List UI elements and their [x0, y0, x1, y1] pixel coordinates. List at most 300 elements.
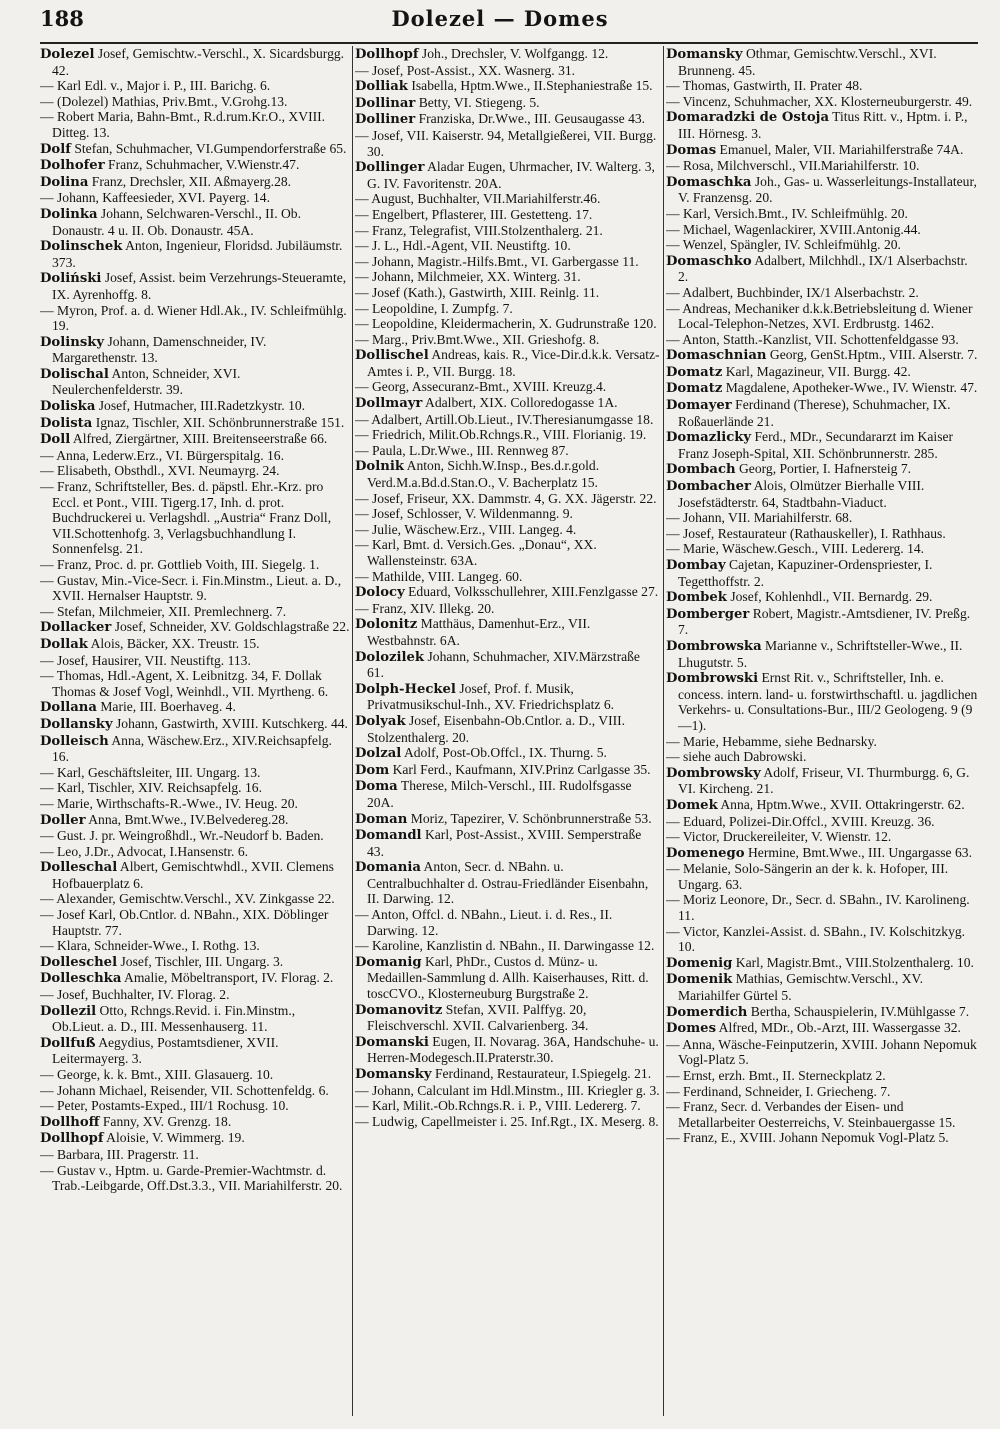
entry-surname: Domanovitz — [355, 1002, 443, 1018]
entry-surname: Domenik — [666, 972, 733, 988]
entry-details: Matthäus, Damenhut-Erz., VII. Westbahnstr. 6A. — [367, 616, 591, 648]
directory-entry — [666, 158, 978, 174]
directory-entry — [666, 1084, 978, 1100]
directory-entry — [40, 303, 350, 334]
entry-details: Alois, Olmützer Bierhalle VIII. Josefstädterstr. 64, Stadtbahn-Viaduct. — [678, 478, 925, 510]
entry-details: Johann, Selchwaren-Verschl., II. Ob. Donaustr. 4 u. II. Ob. Donaustr. 45A. — [52, 205, 301, 238]
entry-details: — Anna, Wäsche-Feinputzerin, XVIII. Johann Nepomuk Vogl-Platz 5. — [666, 1036, 977, 1068]
column-left — [40, 46, 350, 1426]
directory-entry — [40, 431, 350, 448]
entry-details: — Leopoldine, Kleidermacherin, X. Gudrunstraße 120. — [355, 316, 657, 332]
entry-details: Josef, Gemischtw.-Verschl., X. Sicardsburgg. 42. — [52, 46, 345, 78]
directory-entry — [40, 78, 350, 94]
entry-details: — Stefan, Milchmeier, XII. Premlechnerg. 7. — [40, 603, 287, 619]
directory-entry — [666, 670, 978, 733]
directory-entry — [355, 128, 660, 159]
directory-entry — [40, 619, 350, 636]
directory-entry — [40, 238, 350, 270]
entry-details: — Marg., Priv.Bmt.Wwe., XII. Grieshofg. 8. — [355, 331, 600, 347]
entry-surname: Dolleschka — [40, 971, 122, 987]
entry-details: — siehe auch Dabrowski. — [666, 749, 807, 765]
entry-surname: Dollfuß — [40, 1035, 96, 1051]
entry-surname: Dollana — [40, 700, 97, 716]
directory-entry — [40, 94, 350, 110]
entry-details: Adolf, Friseur, VI. Thurmburgg. 6, G. VI. Kircheng. 21. — [678, 764, 970, 797]
entry-details: Anna, Bmt.Wwe., IV.Belvedereg.28. — [85, 811, 289, 827]
entry-details: Emanuel, Maler, VII. Mariahilferstraße 74A. — [716, 141, 964, 157]
entry-surname: Dolhofer — [40, 158, 105, 174]
entry-surname: Dombrowska — [666, 638, 762, 654]
directory-entry — [40, 366, 350, 398]
directory-entry — [666, 285, 978, 301]
entry-details: — Franz, Secr. d. Verbandes der Eisen- und Metallarbeiter Oesterreichs, V. Steinbauergasse 15. — [666, 1099, 956, 1130]
entry-details: — Mathilde, VIII. Langeg. 60. — [355, 568, 523, 584]
directory-entry — [666, 861, 978, 892]
entry-details: Josef, Assist. beim Verzehrungs-Steueramte, IX. Ayrenhoffg. 8. — [52, 270, 347, 302]
entry-details: Therese, Milch-Verschl., III. Rudolfsgasse 20A. — [367, 778, 632, 810]
directory-entry — [355, 601, 660, 617]
entry-details: — Barbara, III. Pragerstr. 11. — [40, 1146, 199, 1162]
directory-entry — [666, 364, 978, 381]
entry-surname: Domanig — [355, 954, 422, 970]
entry-details: — Julie, Wäschew.Erz., VIII. Langeg. 4. — [355, 521, 577, 537]
directory-entry — [40, 1114, 350, 1131]
entry-surname: Dollacker — [40, 620, 112, 636]
entry-details: Otto, Rchngs.Revid. i. Fin.Minstm., Ob.Lieut. a. D., III. Messenhauserg. 11. — [52, 1002, 296, 1035]
entry-details: — Josef, Hausirer, VII. Neustiftg. 113. — [40, 652, 251, 668]
entry-details: Hermine, Bmt.Wwe., III. Ungargasse 63. — [744, 844, 972, 860]
entry-surname: Dollhopf — [40, 1131, 104, 1147]
entry-surname: Dolocy — [355, 585, 405, 601]
entry-details: Titus Ritt. v., Hptm. i. P., III. Hörnesg. 3. — [678, 109, 968, 141]
directory-entry — [666, 94, 978, 110]
entry-details: — (Dolezel) Mathias, Priv.Bmt., V.Grohg.13. — [40, 93, 288, 109]
directory-entry — [666, 1099, 978, 1130]
entry-details: — Anton, Statth.-Kanzlist, VII. Schottenfeldgasse 93. — [666, 331, 959, 347]
entry-surname: Dolnik — [355, 459, 404, 475]
entry-details: — Victor, Kanzlei-Assist. d. SBahn., IV. Kolschitzkyg. 10. — [666, 923, 966, 955]
directory-entry — [666, 1068, 978, 1084]
directory-entry — [40, 1035, 350, 1067]
entry-surname: Domek — [666, 797, 718, 813]
entry-details: Betty, VI. Stiegeng. 5. — [415, 94, 540, 110]
directory-entry — [355, 412, 660, 428]
page-number: 188 — [40, 6, 84, 31]
entry-details: Josef, Kohlenhdl., VII. Bernardg. 29. — [726, 589, 933, 605]
directory-entry — [666, 174, 978, 206]
directory-entry — [355, 254, 660, 270]
entry-surname: Domas — [666, 142, 717, 158]
entry-surname: Domaschko — [666, 253, 752, 269]
entry-surname: Dolleschal — [40, 860, 118, 876]
directory-entry — [40, 828, 350, 844]
directory-entry — [666, 971, 978, 1003]
entry-details: — Johann, Milchmeier, XX. Winterg. 31. — [355, 269, 581, 285]
entry-details: — Rosa, Milchverschl., VII.Mariahilferstr. 10. — [666, 158, 920, 174]
directory-entry — [40, 190, 350, 206]
entry-details: — Josef, Restaurateur (Rathauskeller), I. Rathhaus. — [666, 525, 946, 541]
entry-details: Fanny, XV. Grenzg. 18. — [99, 1113, 232, 1129]
entry-surname: Dollhoff — [40, 1114, 100, 1130]
directory-entry — [355, 159, 660, 191]
entry-details: — Ernst, erzh. Bmt., II. Sterneckplatz 2. — [666, 1068, 886, 1083]
entry-surname: Dolf — [40, 141, 71, 157]
directory-entry — [666, 765, 978, 797]
directory-entry — [40, 796, 350, 812]
directory-entry — [666, 955, 978, 972]
directory-entry — [40, 557, 350, 573]
entry-details: Josef, Prof. f. Musik, Privatmusikschul-Inh., XV. Friedrichsplatz 6. — [367, 680, 615, 713]
entry-surname: Domaschnian — [666, 348, 767, 364]
entry-details: Josef, Tischler, III. Ungarg. 3. — [117, 953, 284, 969]
directory-entry — [666, 46, 978, 78]
entry-details: — Karl, Milit.-Ob.Rchngs.R. i. P., VIII. Ledererg. 7. — [355, 1098, 641, 1114]
entry-surname: Doll — [40, 432, 71, 448]
entry-surname: Dolinschek — [40, 239, 123, 255]
directory-entry — [40, 448, 350, 464]
entry-details: Magdalene, Apotheker-Wwe., IV. Wienstr. 47. — [722, 380, 978, 396]
entry-surname: Dolista — [40, 415, 93, 431]
entry-surname: Dombek — [666, 590, 727, 606]
entry-surname: Dolonitz — [355, 617, 418, 633]
entry-surname: Dolezel — [40, 47, 95, 62]
directory-entry — [355, 207, 660, 223]
entry-details: Joh., Drechsler, V. Wolfgangg. 12. — [418, 46, 609, 61]
directory-entry — [666, 478, 978, 510]
directory-entry — [355, 954, 660, 1002]
entry-details: — Franz, Schriftsteller, Bes. d. päpstl. Ehr.-Krz. pro Eccl. et Pont., VIII. Tigerg.17, Inh. d. prot. Buchdruckerei u. Verlagshdl. „Austria“ Franz Doll, VII.Schottenhofg. 3, Verlagsbuchhandlung I. Sonnenfelsg. 21. — [40, 479, 332, 557]
entry-details: — Josef, VII. Kaiserstr. 94, Metallgießerei, VII. Burgg. 30. — [355, 127, 657, 159]
directory-entry — [40, 938, 350, 954]
directory-entry — [40, 1003, 350, 1035]
directory-entry — [40, 891, 350, 907]
entry-details: Georg, Portier, I. Hafnersteig 7. — [735, 461, 912, 477]
directory-entry — [355, 379, 660, 395]
directory-entry — [355, 649, 660, 681]
entry-details: Aloisie, V. Wimmerg. 19. — [103, 1130, 245, 1146]
directory-entry — [355, 938, 660, 954]
directory-entry — [666, 606, 978, 638]
entry-surname: Dolliner — [355, 112, 416, 128]
directory-entry — [40, 206, 350, 238]
entry-details: Karl, Post-Assist., XVIII. Semperstraße 43. — [367, 827, 642, 859]
entry-surname: Domanski — [355, 1034, 429, 1050]
directory-entry — [666, 347, 978, 364]
entry-details: Stefan, XVII. Palffyg. 20, Fleischverschl. XVII. Calvarienberg. 34. — [367, 1001, 589, 1034]
entry-details: Bertha, Schauspielerin, IV.Mühlgasse 7. — [747, 1003, 970, 1019]
directory-entry — [40, 415, 350, 432]
entry-surname: Dollmayr — [355, 396, 423, 412]
entry-details: — Myron, Prof. a. d. Wiener Hdl.Ak., IV. Schleifmühlg. 19. — [40, 302, 347, 334]
entry-surname: Doliska — [40, 399, 96, 415]
entry-surname: Doma — [355, 779, 398, 795]
entry-details: Marianne v., Schriftsteller-Wwe., II. Lhugutstr. 5. — [678, 637, 963, 670]
entry-details: — Peter, Postamts-Exped., III/1 Rochusg. 10. — [40, 1098, 289, 1114]
directory-entry — [355, 1114, 660, 1130]
entry-surname: Dombay — [666, 558, 726, 573]
entry-surname: Doliński — [40, 271, 102, 287]
entry-details: — Karl, Versich.Bmt., IV. Schleifmühlg. 20. — [666, 205, 908, 221]
entry-details: — Ludwig, Capellmeister i. 25. Inf.Rgt., IX. Meserg. 8. — [355, 1113, 659, 1129]
entry-details: Eduard, Volksschullehrer, XIII.Fenzlgasse 27. — [404, 584, 659, 600]
directory-entry — [40, 859, 350, 891]
entry-surname: Dolph-Heckel — [355, 681, 456, 697]
entry-details: Andreas, kais. R., Vice-Dir.d.k.k. Versatz-Amtes i. P., VII. Burgg. 18. — [367, 347, 660, 379]
entry-surname: Dolina — [40, 174, 89, 190]
directory-entry — [355, 713, 660, 745]
entry-details: Franz, Schuhmacher, V.Wienstr.47. — [104, 157, 300, 173]
entry-details: — Johann Michael, Reisender, VII. Schottenfeldg. 6. — [40, 1082, 329, 1098]
entry-surname: Domes — [666, 1021, 717, 1037]
directory-entry — [666, 892, 978, 923]
directory-entry — [666, 589, 978, 606]
entry-surname: Domaschka — [666, 174, 752, 190]
directory-entry — [666, 109, 978, 141]
entry-details: — Josef Karl, Ob.Cntlor. d. NBahn., XIX. Döblinger Hauptstr. 77. — [40, 907, 329, 938]
directory-entry — [40, 463, 350, 479]
running-title: Dolezel — Domes — [391, 6, 609, 31]
entry-details: Albert, Gemischtwhdl., XVII. Clemens Hofbauerplatz 6. — [52, 859, 334, 891]
entry-details: Anna, Hptm.Wwe., XVII. Ottakringerstr. 62. — [717, 796, 965, 812]
entry-details: Joh., Gas- u. Wasserleitungs-Installateur, V. Franzensg. 20. — [678, 173, 977, 206]
entry-details: Alfred, MDr., Ob.-Arzt, III. Wassergasse 32. — [716, 1020, 961, 1036]
directory-entry — [666, 253, 978, 285]
directory-entry — [40, 174, 350, 191]
entry-surname: Dollak — [40, 636, 88, 652]
directory-entry — [40, 954, 350, 971]
directory-entry — [666, 734, 978, 750]
directory-entry — [355, 223, 660, 239]
entry-surname: Domania — [355, 860, 421, 876]
directory-entry — [355, 301, 660, 317]
directory-entry — [40, 844, 350, 860]
directory-entry — [355, 907, 660, 938]
directory-entry — [666, 797, 978, 814]
directory-entry — [40, 46, 350, 78]
entry-details: — Marie, Wirthschafts-R.-Wwe., IV. Heug. 20. — [40, 795, 298, 811]
entry-details: — Leo, J.Dr., Advocat, I.Hansenstr. 6. — [40, 843, 249, 859]
entry-surname: Dolleschel — [40, 954, 118, 970]
entry-details: — Josef, Friseur, XX. Dammstr. 4, G. XX. Jägerstr. 22. — [355, 490, 657, 506]
entry-details: — Engelbert, Pflasterer, III. Gestetteng. 17. — [355, 206, 593, 222]
entry-details: — Johann, Kaffeesieder, XVI. Payerg. 14. — [40, 190, 270, 206]
entry-details: — Thomas, Hdl.-Agent, X. Leibnitzg. 34, F. Dollak Thomas & Josef Vogl, Weinhdl., VII. Myrtheng. 6. — [40, 668, 329, 699]
directory-entry — [40, 636, 350, 653]
entry-details: Stefan, Schuhmacher, VI.Gumpendorferstraße 65. — [70, 140, 347, 156]
entry-details: Othmar, Gemischtw.Verschl., XVI. Brunneng. 45. — [678, 46, 937, 78]
directory-entry — [666, 1130, 978, 1146]
entry-details: Mathias, Gemischtw.Verschl., XV. Mariahilfer Gürtel 5. — [678, 971, 923, 1004]
directory-entry — [355, 443, 660, 459]
entry-details: Franz, Drechsler, XII. Aßmayerg.28. — [88, 173, 292, 189]
directory-entry — [666, 380, 978, 397]
entry-details: Franziska, Dr.Wwe., III. Geusaugasse 43. — [415, 111, 646, 127]
directory-entry — [666, 557, 978, 589]
directory-entry — [355, 458, 660, 490]
directory-entry — [666, 429, 978, 461]
entry-details: Eugen, II. Novarag. 36A, Handschuhe- u. Herren-Modegesch.II.Praterstr.30. — [367, 1033, 659, 1066]
entry-details: — George, k. k. Bmt., XIII. Glasauerg. 10. — [40, 1067, 274, 1082]
entry-surname: Domansky — [666, 47, 743, 62]
directory-entry — [666, 1004, 978, 1021]
entry-surname: Dollinar — [355, 95, 416, 111]
directory-entry — [666, 1020, 978, 1037]
directory-entry — [355, 491, 660, 507]
directory-entry — [666, 749, 978, 765]
directory-entry — [40, 716, 350, 733]
entry-details: — Johann, VII. Mariahilferstr. 68. — [666, 510, 853, 526]
entry-details: Ferdinand, Restaurateur, I.Spiegelg. 21. — [431, 1066, 652, 1081]
entry-details: — Gustav, Min.-Vice-Secr. i. Fin.Minstm., Lieut. a. D., XVII. Hernalser Hauptstr. 9. — [40, 572, 342, 604]
directory-entry — [40, 1163, 350, 1194]
directory-entry — [355, 63, 660, 79]
entry-details: Anton, Secr. d. NBahn. u. Centralbuchhalter d. Ostrau-Friedländer Eisenbahn, II. Darwing. 12. — [367, 859, 649, 907]
entry-details: — Josef (Kath.), Gastwirth, XIII. Reinlg. 11. — [355, 284, 600, 300]
directory-entry — [666, 397, 978, 429]
entry-details: — Adalbert, Buchbinder, IX/1 Alserbachstr. 2. — [666, 284, 919, 300]
entry-surname: Dom — [355, 762, 390, 778]
directory-entry — [40, 970, 350, 987]
directory-entry — [40, 573, 350, 604]
entry-details: Isabella, Hptm.Wwe., II.Stephaniestraße 15. — [407, 78, 653, 94]
directory-entry — [355, 1098, 660, 1114]
entry-details: — Melanie, Solo-Sängerin an der k. k. Hofoper, III. Ungarg. 63. — [666, 861, 949, 892]
entry-surname: Dollansky — [40, 716, 113, 732]
entry-details: — Josef, Post-Assist., XX. Wasnerg. 31. — [355, 62, 576, 78]
directory-entry — [40, 653, 350, 669]
entry-details: — Josef, Schlosser, V. Wildenmanng. 9. — [355, 506, 573, 522]
entry-surname: Dollezil — [40, 1003, 97, 1019]
directory-entry — [355, 616, 660, 648]
entry-details: — Leopoldine, I. Zumpfg. 7. — [355, 300, 513, 316]
entry-details: — Johann, Calculant im Hdl.Minstm., III. Kriegler g. 3. — [355, 1082, 660, 1098]
entry-details: Ernst Rit. v., Schriftsteller, Inh. e. concess. intern. land- u. forstwirthschaftl. u. jagdlichen Verkehrs- u. Consultations-Bur., III/2 Geologeng. 9 (9—1). — [678, 670, 978, 733]
entry-surname: Dolinsky — [40, 334, 105, 350]
directory-entry — [40, 765, 350, 781]
column-divider — [663, 46, 664, 1416]
entry-details: Amalie, Möbeltransport, IV. Florag. 2. — [121, 970, 334, 986]
entry-details: — Paula, L.Dr.Wwe., III. Rennweg 87. — [355, 442, 569, 458]
entry-details: — Marie, Hebamme, siehe Bednarsky. — [666, 733, 877, 749]
directory-entry — [355, 111, 660, 128]
entry-details: Adalbert, XIX. Colloredogasse 1A. — [422, 395, 618, 411]
entry-details: — Robert Maria, Bahn-Bmt., R.d.rum.Kr.O., XVIII. Ditteg. 13. — [40, 109, 326, 140]
directory-entry — [355, 332, 660, 348]
directory-entry — [666, 301, 978, 332]
directory-entry — [355, 191, 660, 207]
entry-details: Georg, GenSt.Hptm., VIII. Alserstr. 7. — [766, 347, 978, 363]
entry-surname: Domansky — [355, 1067, 432, 1082]
entry-details: Anton, Sichh.W.Insp., Bes.d.r.gold. Verd.M.a.Bd.d.Stan.O., V. Bacherplatz 15. — [367, 458, 600, 491]
entry-surname: Dolozilek — [355, 649, 425, 665]
directory-entry — [355, 827, 660, 859]
entry-surname: Dombrowsky — [666, 765, 761, 781]
entry-details: — Friedrich, Milit.Ob.Rchngs.R., VIII. Florianig. 19. — [355, 427, 647, 443]
column-divider — [352, 46, 353, 1416]
entry-details: Anton, Ingenieur, Floridsd. Jubiläumstr. 373. — [52, 238, 343, 270]
entry-surname: Dolischal — [40, 366, 109, 382]
directory-entry — [355, 46, 660, 63]
directory-entry — [355, 569, 660, 585]
directory-entry — [40, 812, 350, 829]
entry-surname: Domenig — [666, 955, 733, 971]
directory-entry — [40, 398, 350, 415]
entry-surname: Domerdich — [666, 1004, 748, 1020]
directory-entry — [355, 537, 660, 568]
entry-details: — Georg, Assecuranz-Bmt., XVIII. Kreuzg.4. — [355, 379, 607, 395]
entry-details: Aegydius, Postamtsdiener, XVII. Leitermayerg. 3. — [52, 1034, 279, 1067]
entry-details: Ignaz, Tischler, XII. Schönbrunnerstraße 151. — [92, 414, 345, 430]
entry-details: — Andreas, Mechaniker d.k.k.Betriebsleitung d. Wiener Local-Telephon-Netzes, XVI. Erdbrustg. 1462. — [666, 300, 973, 332]
entry-surname: Dombach — [666, 462, 736, 478]
directory-entry — [355, 522, 660, 538]
entry-details: — Karl, Tischler, XIV. Reichsapfelg. 16. — [40, 780, 262, 796]
directory-entry — [40, 604, 350, 620]
entry-surname: Dolyak — [355, 713, 406, 729]
entry-details: — Moriz Leonore, Dr., Secr. d. SBahn., IV. Karolineng. 11. — [666, 892, 970, 924]
directory-entry — [40, 479, 350, 557]
directory-entry — [40, 1067, 350, 1083]
entry-surname: Dollischel — [355, 348, 429, 364]
entry-details: Robert, Magistr.-Amtsdiener, IV. Preßg. 7. — [678, 605, 971, 638]
entry-details: — August, Buchhalter, VII.Mariahilferstr.46. — [355, 191, 601, 207]
entry-details: Johann, Damenschneider, IV. Margarethenstr. 13. — [52, 333, 267, 366]
header-rule — [40, 42, 978, 44]
entry-details: — Franz, XIV. Illekg. 20. — [355, 600, 495, 616]
entry-details: Josef, Hutmacher, III.Radetzkystr. 10. — [95, 398, 306, 414]
directory-entry — [355, 584, 660, 601]
entry-details: — Adalbert, Artill.Ob.Lieut., IV.Theresianumgasse 18. — [355, 411, 654, 427]
directory-entry — [666, 541, 978, 557]
entry-details: Johann, Schuhmacher, XIV.Märzstraße 61. — [367, 648, 640, 681]
directory-entry — [355, 762, 660, 779]
entry-details: Ferdinand (Therese), Schuhmacher, IX. Roßauerlände 21. — [678, 397, 951, 429]
entry-details: — Karl, Geschäftsleiter, III. Ungarg. 13. — [40, 764, 261, 780]
directory-entry — [40, 987, 350, 1003]
entry-details: — Alexander, Gemischtw.Verschl., XV. Zinkgasse 22. — [40, 891, 335, 907]
directory-entry — [355, 395, 660, 412]
directory-entry — [40, 668, 350, 699]
entry-surname: Domandl — [355, 828, 422, 844]
entry-details: — Josef, Buchhalter, IV. Florag. 2. — [40, 987, 230, 1003]
directory-entry — [40, 780, 350, 796]
entry-details: — Michael, Wagenlackirer, XVIII.Antonig.44. — [666, 221, 921, 237]
entry-details: — Franz, Proc. d. pr. Gottlieb Voith, III. Siegelg. 1. — [40, 557, 320, 572]
entry-surname: Domaradzki de Ostoja — [666, 110, 829, 126]
directory-entry — [355, 347, 660, 379]
directory-entry — [355, 269, 660, 285]
entry-surname: Dombacher — [666, 479, 751, 495]
entry-details: — Anton, Offcl. d. NBahn., Lieut. i. d. Res., II. Darwing. 12. — [355, 907, 613, 938]
directory-entry — [355, 285, 660, 301]
entry-details: — Gust. J. pr. Weingroßhdl., Wr.-Neudorf b. Baden. — [40, 828, 324, 844]
entry-details: Ferd., MDr., Secundararzt im Kaiser Franz Joseph-Spital, XII. Schönbrunnerstr. 285. — [678, 429, 954, 461]
directory-entry — [355, 778, 660, 810]
entry-details: — Ferdinand, Schneider, I. Griecheng. 7. — [666, 1083, 891, 1099]
directory-entry — [666, 526, 978, 542]
directory-entry — [666, 78, 978, 94]
directory-entry — [355, 859, 660, 907]
entry-surname: Doller — [40, 812, 86, 828]
directory-entry — [666, 924, 978, 955]
directory-entry — [666, 829, 978, 845]
entry-surname: Dollinger — [355, 160, 425, 176]
entry-details: Aladar Eugen, Uhrmacher, IV. Walterg. 3, G. IV. Favoritenstr. 20A. — [367, 159, 655, 191]
entry-details: Anton, Schneider, XVI. Neulerchenfelderstr. 39. — [52, 365, 241, 398]
directory-entry — [666, 206, 978, 222]
entry-details: — Wenzel, Spängler, IV. Schleifmühlg. 20. — [666, 237, 901, 253]
entry-surname: Domatz — [666, 364, 723, 380]
